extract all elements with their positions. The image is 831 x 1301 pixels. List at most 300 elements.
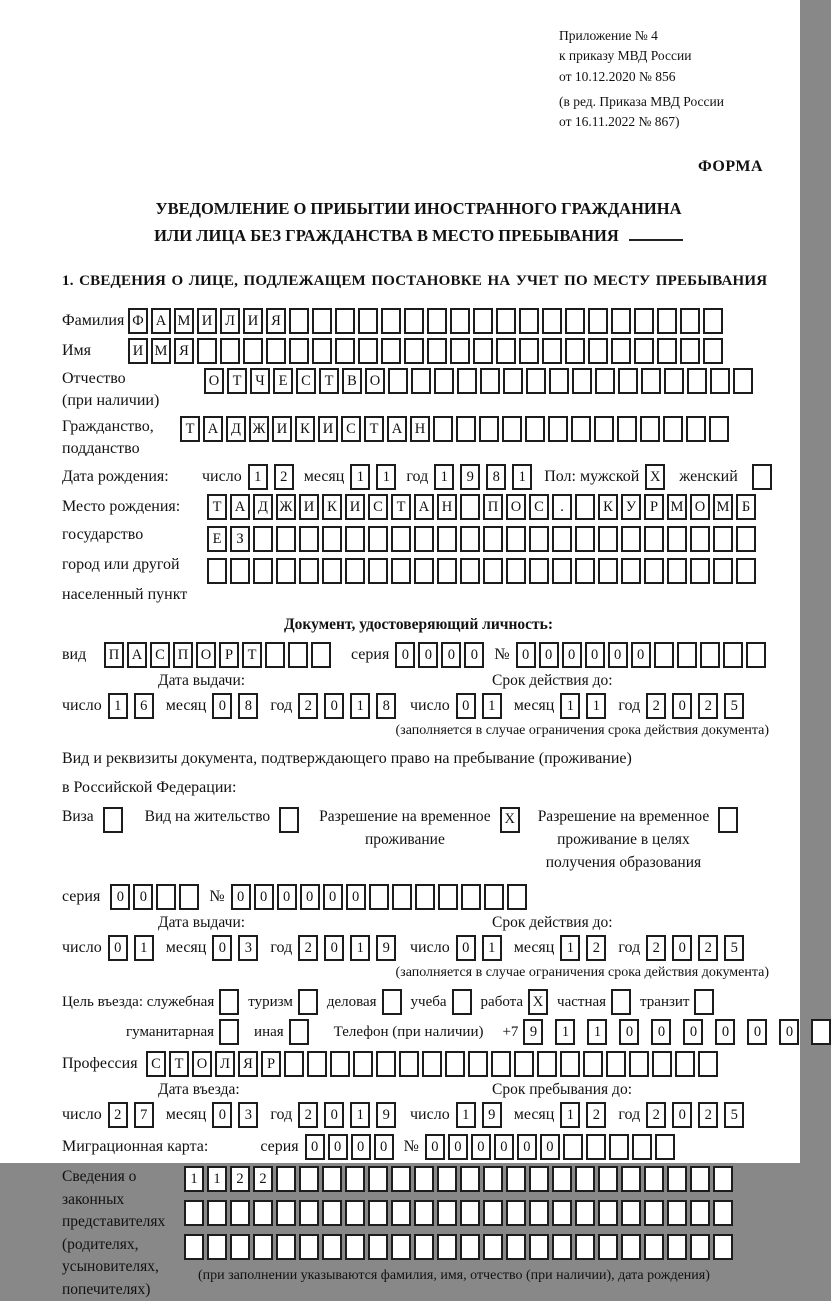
form-cell[interactable] — [253, 1234, 273, 1260]
form-cell[interactable] — [644, 1200, 664, 1226]
form-cell[interactable] — [552, 526, 572, 552]
form-cell[interactable] — [207, 558, 227, 584]
form-cell[interactable] — [575, 494, 595, 520]
form-cell[interactable]: 8 — [376, 693, 396, 719]
form-cell[interactable] — [552, 558, 572, 584]
form-cell[interactable] — [184, 1234, 204, 1260]
form-cell[interactable] — [667, 1166, 687, 1192]
form-cell[interactable]: 2 — [698, 693, 718, 719]
form-cell[interactable]: И — [299, 494, 319, 520]
form-cell[interactable] — [713, 1200, 733, 1226]
form-cell[interactable] — [368, 558, 388, 584]
form-cell[interactable] — [690, 1234, 710, 1260]
form-cell[interactable] — [230, 1200, 250, 1226]
form-cell[interactable] — [690, 1166, 710, 1192]
form-cell[interactable] — [299, 526, 319, 552]
form-cell[interactable]: 1 — [350, 1102, 370, 1128]
form-cell[interactable] — [461, 884, 481, 910]
purpose-private-checkbox[interactable] — [611, 989, 631, 1015]
form-cell[interactable] — [460, 1166, 480, 1192]
purpose-tourism-checkbox[interactable] — [298, 989, 318, 1015]
temp-residence-checkbox[interactable]: X — [500, 807, 520, 833]
form-cell[interactable]: 0 — [456, 935, 476, 961]
form-cell[interactable] — [496, 308, 516, 334]
form-cell[interactable]: 1 — [350, 693, 370, 719]
form-cell[interactable]: 0 — [471, 1134, 491, 1160]
form-cell[interactable]: Т — [242, 642, 262, 668]
form-cell[interactable]: 8 — [238, 693, 258, 719]
purpose-official-checkbox[interactable] — [219, 989, 239, 1015]
form-cell[interactable] — [414, 526, 434, 552]
form-cell[interactable] — [657, 308, 677, 334]
form-cell[interactable] — [345, 1200, 365, 1226]
form-cell[interactable] — [404, 338, 424, 364]
female-checkbox[interactable] — [752, 464, 772, 490]
form-cell[interactable] — [335, 308, 355, 334]
form-cell[interactable] — [565, 338, 585, 364]
form-cell[interactable]: 0 — [300, 884, 320, 910]
form-cell[interactable]: 1 — [248, 464, 268, 490]
form-cell[interactable] — [311, 642, 331, 668]
form-cell[interactable]: 0 — [418, 642, 438, 668]
form-cell[interactable]: Р — [644, 494, 664, 520]
form-cell[interactable]: 0 — [540, 1134, 560, 1160]
form-cell[interactable] — [230, 558, 250, 584]
form-cell[interactable] — [644, 526, 664, 552]
form-cell[interactable]: Т — [169, 1051, 189, 1077]
form-cell[interactable] — [253, 526, 273, 552]
form-cell[interactable] — [368, 1200, 388, 1226]
form-cell[interactable] — [392, 884, 412, 910]
form-cell[interactable] — [335, 338, 355, 364]
form-cell[interactable]: И — [272, 416, 292, 442]
form-cell[interactable] — [289, 338, 309, 364]
form-cell[interactable] — [542, 338, 562, 364]
form-cell[interactable]: 1 — [587, 1019, 607, 1045]
form-cell[interactable]: А — [203, 416, 223, 442]
form-cell[interactable] — [450, 338, 470, 364]
form-cell[interactable]: 1 — [184, 1166, 204, 1192]
form-cell[interactable] — [506, 558, 526, 584]
form-cell[interactable] — [700, 642, 720, 668]
form-cell[interactable] — [391, 526, 411, 552]
form-cell[interactable]: 7 — [134, 1102, 154, 1128]
form-cell[interactable] — [438, 884, 458, 910]
form-cell[interactable] — [253, 1200, 273, 1226]
form-cell[interactable] — [641, 368, 661, 394]
form-cell[interactable] — [655, 1134, 675, 1160]
purpose-work-checkbox[interactable]: X — [528, 989, 548, 1015]
form-cell[interactable] — [629, 1051, 649, 1077]
form-cell[interactable]: 0 — [779, 1019, 799, 1045]
form-cell[interactable]: 3 — [238, 935, 258, 961]
form-cell[interactable]: Т — [180, 416, 200, 442]
form-cell[interactable] — [507, 884, 527, 910]
form-cell[interactable] — [207, 1200, 227, 1226]
form-cell[interactable]: 5 — [724, 693, 744, 719]
form-cell[interactable]: 0 — [351, 1134, 371, 1160]
form-cell[interactable]: 0 — [516, 642, 536, 668]
form-cell[interactable]: Б — [736, 494, 756, 520]
form-cell[interactable] — [690, 558, 710, 584]
form-cell[interactable]: С — [529, 494, 549, 520]
form-cell[interactable] — [179, 884, 199, 910]
form-cell[interactable]: 1 — [207, 1166, 227, 1192]
form-cell[interactable] — [575, 526, 595, 552]
form-cell[interactable]: 1 — [434, 464, 454, 490]
form-cell[interactable]: М — [151, 338, 171, 364]
form-cell[interactable]: Р — [261, 1051, 281, 1077]
form-cell[interactable] — [437, 526, 457, 552]
form-cell[interactable] — [299, 558, 319, 584]
residence-permit-checkbox[interactable] — [279, 807, 299, 833]
form-cell[interactable]: Е — [207, 526, 227, 552]
form-cell[interactable] — [391, 1234, 411, 1260]
form-cell[interactable]: 1 — [482, 935, 502, 961]
form-cell[interactable] — [433, 416, 453, 442]
form-cell[interactable]: 1 — [376, 464, 396, 490]
form-cell[interactable]: 9 — [460, 464, 480, 490]
form-cell[interactable] — [434, 368, 454, 394]
form-cell[interactable] — [621, 1200, 641, 1226]
form-cell[interactable] — [552, 1234, 572, 1260]
form-cell[interactable] — [565, 308, 585, 334]
form-cell[interactable]: С — [368, 494, 388, 520]
form-cell[interactable] — [657, 338, 677, 364]
form-cell[interactable] — [299, 1166, 319, 1192]
form-cell[interactable] — [197, 338, 217, 364]
form-cell[interactable]: Е — [273, 368, 293, 394]
form-cell[interactable] — [644, 558, 664, 584]
form-cell[interactable]: 2 — [230, 1166, 250, 1192]
form-cell[interactable] — [549, 368, 569, 394]
form-cell[interactable] — [710, 368, 730, 394]
form-cell[interactable]: 2 — [108, 1102, 128, 1128]
form-cell[interactable] — [345, 526, 365, 552]
form-cell[interactable]: 0 — [585, 642, 605, 668]
form-cell[interactable]: 0 — [425, 1134, 445, 1160]
form-cell[interactable] — [529, 1200, 549, 1226]
form-cell[interactable] — [437, 1234, 457, 1260]
form-cell[interactable] — [207, 1234, 227, 1260]
form-cell[interactable] — [617, 416, 637, 442]
form-cell[interactable]: 9 — [376, 1102, 396, 1128]
form-cell[interactable]: О — [204, 368, 224, 394]
form-cell[interactable]: Т — [207, 494, 227, 520]
form-cell[interactable]: 2 — [298, 1102, 318, 1128]
form-cell[interactable] — [483, 1234, 503, 1260]
form-cell[interactable] — [667, 526, 687, 552]
form-cell[interactable]: 0 — [328, 1134, 348, 1160]
form-cell[interactable]: К — [598, 494, 618, 520]
form-cell[interactable] — [265, 642, 285, 668]
form-cell[interactable]: 1 — [560, 1102, 580, 1128]
form-cell[interactable]: С — [341, 416, 361, 442]
form-cell[interactable]: И — [128, 338, 148, 364]
form-cell[interactable]: К — [295, 416, 315, 442]
form-cell[interactable]: А — [127, 642, 147, 668]
form-cell[interactable]: 1 — [350, 935, 370, 961]
form-cell[interactable]: 0 — [277, 884, 297, 910]
form-cell[interactable] — [552, 1166, 572, 1192]
form-cell[interactable] — [284, 1051, 304, 1077]
form-cell[interactable]: 0 — [651, 1019, 671, 1045]
form-cell[interactable] — [664, 368, 684, 394]
form-cell[interactable]: 1 — [456, 1102, 476, 1128]
form-cell[interactable] — [529, 1234, 549, 1260]
form-cell[interactable] — [548, 416, 568, 442]
form-cell[interactable] — [483, 1200, 503, 1226]
form-cell[interactable] — [611, 338, 631, 364]
form-cell[interactable]: 9 — [376, 935, 396, 961]
form-cell[interactable] — [514, 1051, 534, 1077]
form-cell[interactable] — [713, 1234, 733, 1260]
form-cell[interactable] — [368, 526, 388, 552]
form-cell[interactable] — [450, 308, 470, 334]
form-cell[interactable] — [460, 1234, 480, 1260]
form-cell[interactable]: 1 — [108, 693, 128, 719]
form-cell[interactable] — [399, 1051, 419, 1077]
form-cell[interactable]: П — [104, 642, 124, 668]
form-cell[interactable] — [411, 368, 431, 394]
form-cell[interactable] — [618, 368, 638, 394]
form-cell[interactable] — [506, 526, 526, 552]
form-cell[interactable]: 1 — [586, 693, 606, 719]
form-cell[interactable]: 1 — [560, 693, 580, 719]
form-cell[interactable]: 0 — [672, 935, 692, 961]
form-cell[interactable] — [713, 526, 733, 552]
form-cell[interactable]: 1 — [134, 935, 154, 961]
form-cell[interactable] — [299, 1234, 319, 1260]
purpose-study-checkbox[interactable] — [452, 989, 472, 1015]
form-cell[interactable]: 2 — [253, 1166, 273, 1192]
form-cell[interactable]: Ч — [250, 368, 270, 394]
form-cell[interactable] — [322, 1200, 342, 1226]
form-cell[interactable] — [667, 558, 687, 584]
form-cell[interactable] — [519, 308, 539, 334]
form-cell[interactable] — [220, 338, 240, 364]
form-cell[interactable]: А — [387, 416, 407, 442]
form-cell[interactable]: Д — [226, 416, 246, 442]
form-cell[interactable] — [526, 368, 546, 394]
form-cell[interactable] — [506, 1166, 526, 1192]
form-cell[interactable]: 0 — [608, 642, 628, 668]
form-cell[interactable]: 2 — [646, 1102, 666, 1128]
form-cell[interactable] — [606, 1051, 626, 1077]
form-cell[interactable]: Ж — [276, 494, 296, 520]
form-cell[interactable]: 3 — [238, 1102, 258, 1128]
form-cell[interactable] — [502, 416, 522, 442]
form-cell[interactable] — [598, 558, 618, 584]
form-cell[interactable] — [266, 338, 286, 364]
form-cell[interactable] — [322, 1166, 342, 1192]
form-cell[interactable] — [276, 1166, 296, 1192]
form-cell[interactable] — [480, 368, 500, 394]
form-cell[interactable] — [698, 1051, 718, 1077]
form-cell[interactable]: 0 — [456, 693, 476, 719]
form-cell[interactable]: 0 — [683, 1019, 703, 1045]
form-cell[interactable]: А — [230, 494, 250, 520]
form-cell[interactable] — [484, 884, 504, 910]
form-cell[interactable] — [621, 1234, 641, 1260]
form-cell[interactable] — [677, 642, 697, 668]
form-cell[interactable] — [473, 308, 493, 334]
form-cell[interactable]: 2 — [298, 693, 318, 719]
form-cell[interactable] — [736, 526, 756, 552]
form-cell[interactable]: 0 — [212, 1102, 232, 1128]
form-cell[interactable]: М — [713, 494, 733, 520]
form-cell[interactable]: 0 — [212, 935, 232, 961]
form-cell[interactable] — [723, 642, 743, 668]
form-cell[interactable] — [644, 1234, 664, 1260]
form-cell[interactable] — [542, 308, 562, 334]
form-cell[interactable] — [345, 1234, 365, 1260]
form-cell[interactable] — [506, 1234, 526, 1260]
form-cell[interactable] — [353, 1051, 373, 1077]
form-cell[interactable] — [654, 642, 674, 668]
form-cell[interactable] — [414, 1234, 434, 1260]
form-cell[interactable] — [437, 1166, 457, 1192]
form-cell[interactable]: П — [483, 494, 503, 520]
form-cell[interactable] — [230, 1234, 250, 1260]
form-cell[interactable] — [483, 558, 503, 584]
form-cell[interactable]: 0 — [747, 1019, 767, 1045]
form-cell[interactable]: 0 — [324, 935, 344, 961]
form-cell[interactable]: 0 — [395, 642, 415, 668]
form-cell[interactable]: Д — [253, 494, 273, 520]
visa-checkbox[interactable] — [103, 807, 123, 833]
purpose-transit-checkbox[interactable] — [694, 989, 714, 1015]
form-cell[interactable] — [330, 1051, 350, 1077]
form-cell[interactable]: Л — [215, 1051, 235, 1077]
form-cell[interactable]: 0 — [448, 1134, 468, 1160]
form-cell[interactable] — [621, 558, 641, 584]
form-cell[interactable] — [322, 558, 342, 584]
form-cell[interactable]: И — [243, 308, 263, 334]
form-cell[interactable] — [709, 416, 729, 442]
form-cell[interactable] — [644, 1166, 664, 1192]
form-cell[interactable]: Ж — [249, 416, 269, 442]
form-cell[interactable] — [368, 1166, 388, 1192]
form-cell[interactable]: П — [173, 642, 193, 668]
form-cell[interactable] — [468, 1051, 488, 1077]
form-cell[interactable] — [322, 1234, 342, 1260]
form-cell[interactable] — [680, 338, 700, 364]
form-cell[interactable]: И — [197, 308, 217, 334]
form-cell[interactable]: М — [174, 308, 194, 334]
form-cell[interactable]: 0 — [305, 1134, 325, 1160]
form-cell[interactable] — [456, 416, 476, 442]
form-cell[interactable]: 2 — [646, 935, 666, 961]
form-cell[interactable]: Т — [319, 368, 339, 394]
form-cell[interactable]: Ф — [128, 308, 148, 334]
form-cell[interactable]: Т — [227, 368, 247, 394]
form-cell[interactable] — [369, 884, 389, 910]
form-cell[interactable]: 1 — [482, 693, 502, 719]
form-cell[interactable] — [276, 558, 296, 584]
form-cell[interactable] — [491, 1051, 511, 1077]
form-cell[interactable]: 1 — [560, 935, 580, 961]
form-cell[interactable] — [572, 368, 592, 394]
form-cell[interactable]: З — [230, 526, 250, 552]
form-cell[interactable] — [391, 1200, 411, 1226]
form-cell[interactable]: 2 — [586, 1102, 606, 1128]
form-cell[interactable] — [276, 1234, 296, 1260]
form-cell[interactable] — [594, 416, 614, 442]
form-cell[interactable] — [687, 368, 707, 394]
form-cell[interactable] — [525, 416, 545, 442]
form-cell[interactable]: 2 — [646, 693, 666, 719]
form-cell[interactable] — [575, 1166, 595, 1192]
form-cell[interactable] — [422, 1051, 442, 1077]
form-cell[interactable]: 0 — [539, 642, 559, 668]
form-cell[interactable]: О — [506, 494, 526, 520]
form-cell[interactable]: 1 — [555, 1019, 575, 1045]
form-cell[interactable] — [427, 338, 447, 364]
form-cell[interactable] — [358, 308, 378, 334]
form-cell[interactable] — [437, 1200, 457, 1226]
form-cell[interactable] — [276, 1200, 296, 1226]
form-cell[interactable]: Я — [266, 308, 286, 334]
form-cell[interactable] — [634, 308, 654, 334]
form-cell[interactable] — [506, 1200, 526, 1226]
form-cell[interactable] — [621, 526, 641, 552]
form-cell[interactable]: 0 — [494, 1134, 514, 1160]
form-cell[interactable] — [460, 526, 480, 552]
form-cell[interactable] — [746, 642, 766, 668]
form-cell[interactable] — [703, 308, 723, 334]
form-cell[interactable]: О — [196, 642, 216, 668]
form-cell[interactable] — [595, 368, 615, 394]
form-cell[interactable] — [479, 416, 499, 442]
form-cell[interactable]: 0 — [517, 1134, 537, 1160]
form-cell[interactable] — [583, 1051, 603, 1077]
form-cell[interactable] — [345, 558, 365, 584]
form-cell[interactable] — [611, 308, 631, 334]
form-cell[interactable] — [621, 1166, 641, 1192]
form-cell[interactable]: 1 — [512, 464, 532, 490]
form-cell[interactable] — [288, 642, 308, 668]
form-cell[interactable] — [322, 526, 342, 552]
form-cell[interactable] — [586, 1134, 606, 1160]
form-cell[interactable] — [598, 1234, 618, 1260]
form-cell[interactable] — [437, 558, 457, 584]
form-cell[interactable]: 0 — [133, 884, 153, 910]
form-cell[interactable]: 2 — [698, 935, 718, 961]
form-cell[interactable]: С — [146, 1051, 166, 1077]
form-cell[interactable]: 9 — [523, 1019, 543, 1045]
form-cell[interactable] — [345, 1166, 365, 1192]
form-cell[interactable] — [632, 1134, 652, 1160]
form-cell[interactable] — [680, 308, 700, 334]
form-cell[interactable] — [496, 338, 516, 364]
form-cell[interactable] — [299, 1200, 319, 1226]
form-cell[interactable] — [388, 368, 408, 394]
form-cell[interactable] — [184, 1200, 204, 1226]
form-cell[interactable]: 6 — [134, 693, 154, 719]
form-cell[interactable]: 0 — [672, 693, 692, 719]
form-cell[interactable] — [460, 494, 480, 520]
form-cell[interactable]: 0 — [324, 1102, 344, 1128]
form-cell[interactable]: 0 — [212, 693, 232, 719]
form-cell[interactable] — [575, 1200, 595, 1226]
form-cell[interactable] — [560, 1051, 580, 1077]
form-cell[interactable]: 0 — [323, 884, 343, 910]
form-cell[interactable] — [575, 1234, 595, 1260]
form-cell[interactable] — [609, 1134, 629, 1160]
form-cell[interactable] — [427, 308, 447, 334]
form-cell[interactable] — [703, 338, 723, 364]
